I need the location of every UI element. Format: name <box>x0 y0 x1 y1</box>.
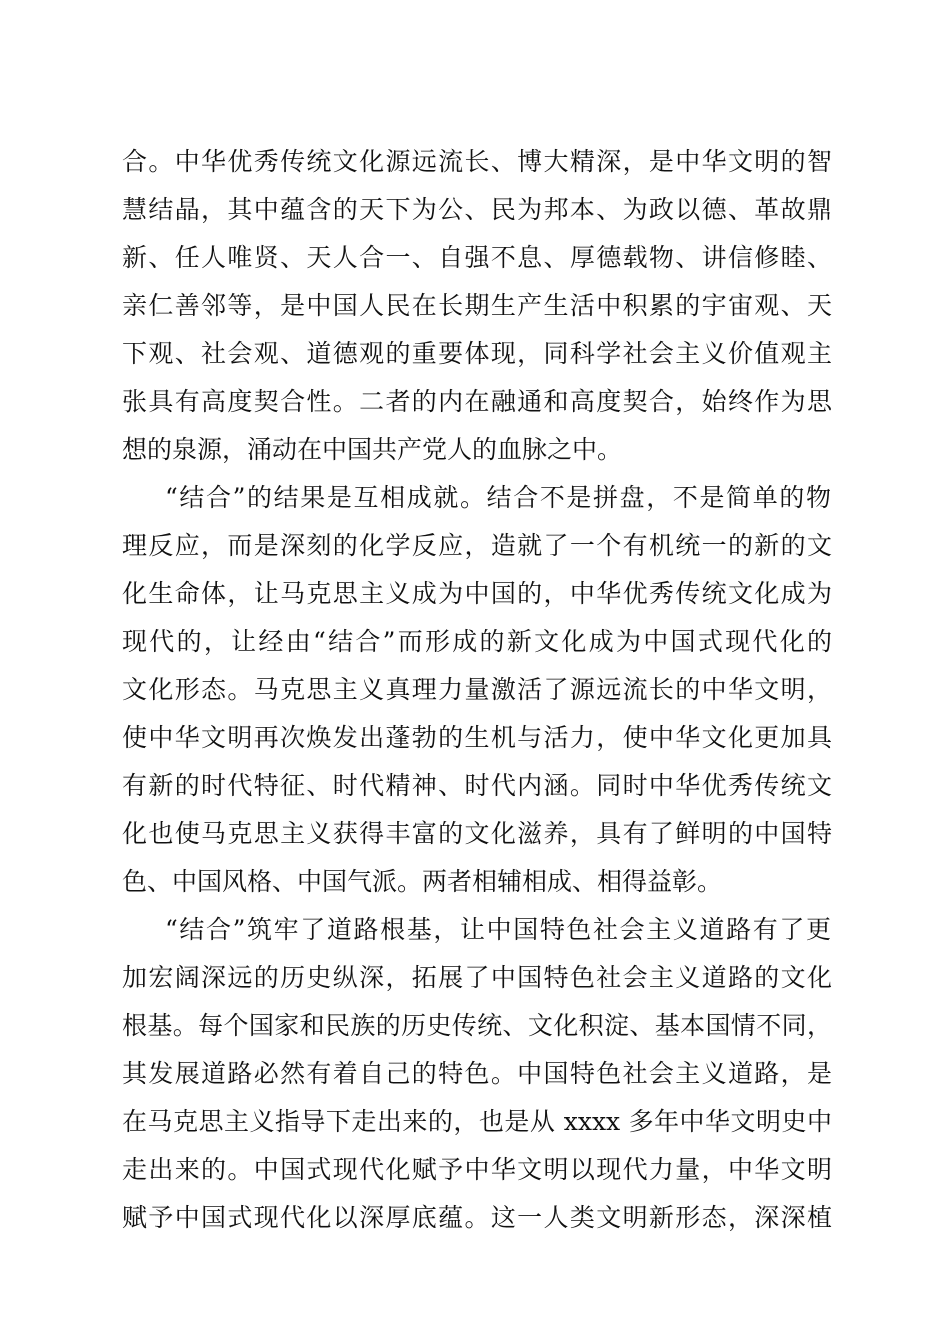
text-line: 其发展道路必然有着自己的特色。中国特色社会主义道路，是 <box>122 1059 832 1088</box>
text-line: 走出来的。中国式现代化赋予中华文明以现代力量，中华文明 <box>122 1155 832 1184</box>
text-line: 化也使马克思主义获得丰富的文化滋养，具有了鲜明的中国特 <box>122 819 832 848</box>
text-line: 色、中国风格、中国气派。两者相辅相成、相得益彰。 <box>122 867 723 896</box>
text-line: 理反应，而是深刻的化学反应，造就了一个有机统一的新的文 <box>122 531 832 560</box>
paragraph-first-line: “结合”筑牢了道路根基，让中国特色社会主义道路有了更 <box>165 915 831 944</box>
paragraph-first-line: “结合”的结果是互相成就。结合不是拼盘，不是简单的物 <box>165 483 831 512</box>
text-line: 想的泉源，涌动在中国共产党人的血脉之中。 <box>122 435 623 464</box>
text-line: 赋予中国式现代化以深厚底蕴。这一人类文明新形态，深深植 <box>122 1203 832 1232</box>
text-line: 有新的时代特征、时代精神、时代内涵。同时中华优秀传统文 <box>122 771 832 800</box>
text-line: 文化形态。马克思主义真理力量激活了源远流长的中华文明， <box>122 675 832 704</box>
text-line: 加宏阔深远的历史纵深，拓展了中国特色社会主义道路的文化 <box>122 963 832 992</box>
text-line: 现代的，让经由“结合”而形成的新文化成为中国式现代化的 <box>122 627 832 656</box>
text-line: 合。中华优秀传统文化源远流长、博大精深，是中华文明的智 <box>122 147 832 176</box>
text-line: 新、任人唯贤、天人合一、自强不息、厚德载物、讲信修睦、 <box>122 243 832 272</box>
text-line: 在马克思主义指导下走出来的，也是从 xxxx 多年中华文明史中 <box>122 1107 832 1136</box>
text-line: 亲仁善邻等，是中国人民在长期生产生活中积累的宇宙观、天 <box>122 291 832 320</box>
text-line: 下观、社会观、道德观的重要体现，同科学社会主义价值观主 <box>122 339 832 368</box>
text-line: 慧结晶，其中蕴含的天下为公、民为邦本、为政以德、革故鼎 <box>122 195 832 224</box>
text-line: 使中华文明再次焕发出蓬勃的生机与活力，使中华文化更加具 <box>122 723 832 752</box>
text-line: 根基。每个国家和民族的历史传统、文化积淀、基本国情不同， <box>122 1011 832 1040</box>
text-line: 张具有高度契合性。二者的内在融通和高度契合，始终作为思 <box>122 387 832 416</box>
text-line: 化生命体，让马克思主义成为中国的，中华优秀传统文化成为 <box>122 579 832 608</box>
